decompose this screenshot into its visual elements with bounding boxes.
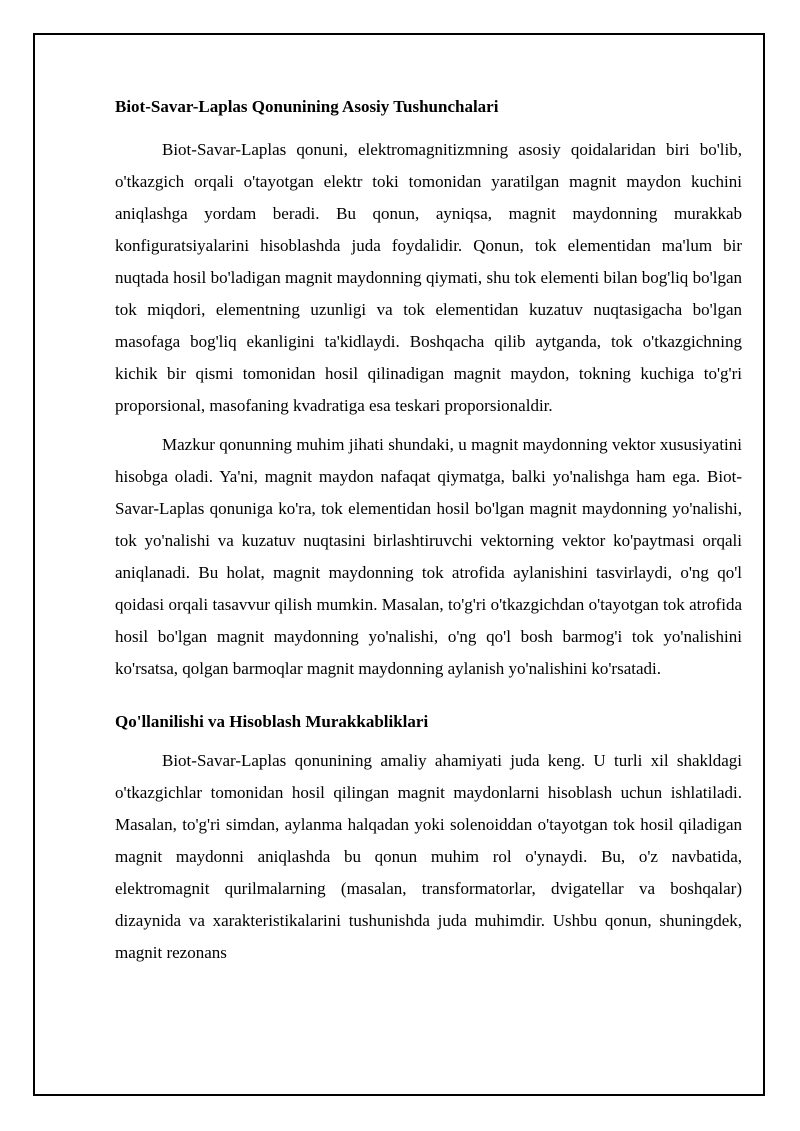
paragraph-basics-2: Mazkur qonunning muhim jihati shundaki, u magnit maydonning vektor xususiyatini hisobga oladi. Ya'ni, magnit maydon nafaqat qiymatga, balki yo'nalishga ham ega. Biot-Savar-Laplas qonuniga ko'ra, tok elementidan hosil bo'lgan magnit maydonning yo'nalishi, tok yo'nalishi va kuzatuv nuqtasini birlashtiruvchi vektorning vektor ko'paytmasi orqali aniqlanadi. Bu holat, magnit maydonning tok atrofida aylanishini tasvirlaydi, o'ng qo'l qoidasi orqali tasavvur qilish mumkin. Masalan, to'g'ri o'tkazgichdan o'tayotgan tok atrofida hosil bo'lgan magnit maydonning yo'nalishi, o'ng qo'l bosh barmog'i tok yo'nalishini ko'rsatsa, qolgan barmoqlar magnit maydonning aylanish yo'nalishini ko'rsatadi.: [115, 435, 742, 678]
document-body: [115, 96, 742, 976]
paragraph-basics-1: Biot-Savar-Laplas qonuni, elektromagnitizmning asosiy qoidalaridan biri bo'lib, o'tkazgich orqali o'tayotgan elektr toki tomonidan yaratilgan magnit maydon kuchini aniqlashga yordam beradi. Bu qonun, ayniqsa, magnit maydonning murakkab konfiguratsiyalarini hisoblashda juda foydalidir. Qonun, tok elementidan ma'lum bir nuqtada hosil bo'ladigan magnit maydonning qiymati, shu tok elementi bilan bog'liq bo'lgan tok miqdori, elementning uzunligi va tok elementidan kuzatuv nuqtasigacha bo'lgan masofaga bog'liq ekanligini ta'kidlaydi. Boshqacha qilib aytganda, tok o'tkazgichning kichik bir qismi tomonidan hosil qilinadigan magnit maydon, tokning kuchiga to'g'ri proporsional, masofaning kvadratiga esa teskari proporsionaldir.: [115, 140, 742, 415]
section-heading-applications: Qo'llanilishi va Hisoblash Murakkabliklari: [115, 712, 429, 731]
paragraph-applications-1: Biot-Savar-Laplas qonunining amaliy ahamiyati juda keng. U turli xil shakldagi o'tkazgichlar tomonidan hosil qilingan magnit maydonlarni hisoblash uchun ishlatiladi. Masalan, to'g'ri simdan, aylanma halqadan yoki solenoiddan o'tayotgan tok hosil qiladigan magnit maydonni aniqlashda bu qonun muhim rol o'ynaydi. Bu, o'z navbatida, elektromagnit qurilmalarning (masalan, transformatorlar, dvigatellar va boshqalar) dizaynida va xarakteristikalarini tushunishda juda muhimdir. Ushbu qonun, shuningdek, magnit rezonans: [115, 751, 742, 962]
section-heading-basics: Biot-Savar-Laplas Qonunining Asosiy Tushunchalari: [115, 97, 499, 116]
